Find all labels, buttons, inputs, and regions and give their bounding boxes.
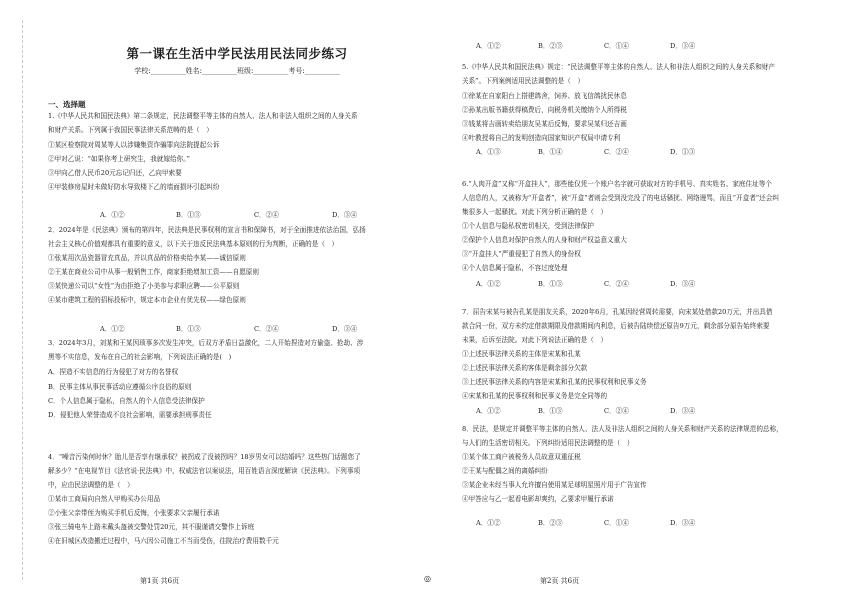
question-text-line: ③某快递公司以“女性”为由拒绝了小美参与求职应聘——公平原则 [48, 282, 240, 290]
question-text-line: ④甲答应与乙一起看电影却爽约，乙要求甲履行承诺 [462, 495, 614, 503]
question-text-line: ②上述民事法律关系的客体是剩余部分欠款 [462, 364, 588, 372]
question-text-line: ①上述民事法律关系的主体是宋某和孔某 [462, 350, 581, 358]
question-text-line: 5.《中华人民共和国民法典》规定：“民法调整平等主体的自然人、法人和非法人组织之间的人身关系和财产 [462, 63, 775, 71]
answer-option: C．②④ [604, 407, 629, 415]
question-text-line: ②保护个人信息对保护自然人的人身和财产权益意义重大 [462, 236, 627, 244]
question-text-line: 人信息的人，又被称为“开盒者”，被“开盒”者则会受到没完没了的电话骚扰、网络谩骂，而且“开盒者”还会纠 [462, 194, 779, 202]
question-text-line: 未果，后诉至法院。对此下列说法正确的是（ ） [462, 336, 608, 344]
answer-option: B．①③ [176, 211, 201, 219]
question-text-line: ④宋某和孔某的民事权利和民事义务是完全同等的 [462, 392, 608, 400]
question-text-line: C．个人信息属于隐私，自然人的个人信息受法律保护 [48, 397, 205, 405]
answer-option: C．①④ [604, 42, 629, 50]
question-text-line: ②王某与配偶之间的离婚纠纷 [462, 467, 548, 475]
answer-option: D．①③ [670, 148, 696, 156]
question-text-line: 8．民法，是规定并调整平等主体的自然人、法人及非法人组织之间的人身关系和财产关系的法律规范的总称， [462, 425, 783, 433]
answer-option: B．②③ [538, 519, 563, 527]
question-text-line: ③钱某将吉画转卖给朋友吴某后反悔，要求吴某归还吉画 [462, 120, 627, 128]
question-text-line: 集很多人一起骚扰。对此下列分析正确的是（ ） [462, 208, 608, 216]
answer-option: D．③④ [670, 280, 696, 288]
question-text-line: ③“开盒挂人”严重侵犯了自然人的身份权 [462, 250, 581, 258]
question-text-line: ②王某在商业公司中从事一般销售工作，商家拒绝增加工资——自愿原则 [48, 268, 259, 276]
question-text-line: ④叶教授将自己的发明创造向国家知识产权局申请专利 [462, 134, 621, 142]
question-text-line: D．侵犯他人荣誉造成不良社会影响，需要承担刑事责任 [48, 411, 212, 419]
question-text-line: 4．“噪音污染何时休？胎儿是否享有继承权？被拐成了没被拐吗？18岁男女可以结婚吗？这些热门话题您了 [48, 453, 361, 461]
answer-option: D．③④ [670, 42, 696, 50]
answer-option: D．③④ [332, 325, 358, 333]
question-text-line: 与人们的生活密切相关。下列纠纷适用民法调整的是（ ） [462, 439, 634, 447]
question-text-line: 中，应由民法调整的是（ ） [48, 481, 134, 489]
question-text-line: ①某区检察院对周某等人以涉嫌集资诈骗罪向法院提起公诉 [48, 141, 220, 149]
question-text-line: ③上述民事法律关系的内容是宋某和孔某的民事权利和民事义务 [462, 378, 647, 386]
question-text-line: ③某企业未经当事人允许擅自使用某足球明星照片用于广告宣传 [462, 481, 647, 489]
question-text-line: 款合同一份，双方未约定借款期限及借款期间内利息，后被告陆续偿还原告9万元，剩余部分原告始终索要 [462, 322, 770, 330]
student-info-line: 学校:__________姓名:__________班级:__________考号:__________ [134, 67, 340, 75]
question-text-line: B．民事主体从事民事活动应遵循公序良俗的原则 [48, 383, 192, 391]
left-column [48, 0, 426, 608]
question-text-line: ①某个体工商户被税务人员故意双重征税 [462, 453, 581, 461]
section-heading: 一、选择题 [48, 100, 86, 109]
question-text-line: ④某市建筑工程的招标投标中，规定本市企业有优先权——绿色原则 [48, 296, 246, 304]
answer-option: A．①② [476, 407, 501, 415]
question-text-line: ①个人信息与隐私权密切相关，受到法律保护 [462, 222, 594, 230]
answer-option: D．③④ [332, 211, 358, 219]
answer-option: B．②③ [538, 42, 563, 50]
footer-center-mark: ◎ [424, 574, 431, 583]
answer-option: C．①④ [604, 519, 629, 527]
question-text-line: ①张某用次品瓷器冒充真品，并以真品的价格卖给李某——诚信原则 [48, 254, 246, 262]
answer-option: A．①② [476, 519, 501, 527]
question-text-line: A．捏造不实信息的行为侵犯了对方的名誉权 [48, 368, 179, 376]
answer-option: C．②④ [604, 148, 629, 156]
question-text-line: 社会主义核心价值观都具有重要的意义，以下关于违反民法典基本原则的行为判断，正确的是（ ） [48, 240, 339, 248]
question-text-line: 3．2024年3月，刘某和王某因琐事多次发生冲突，后双方矛盾日益激化，二人开始捏造对方偷盗、抢劫、涉 [48, 339, 364, 347]
page-title: 第一课在生活中学民法用民法同步练习 [126, 46, 348, 61]
answer-option: B．①④ [538, 148, 563, 156]
question-text-line: 6.“人肉开盒”又称“开盒挂人”，那些能仅凭一个账户名字就可获取对方的手机号、真实姓名、家庭住址等个 [462, 180, 772, 188]
question-text-line: ④个人信息属于隐私，不容过度处理 [462, 264, 568, 272]
answer-option: D．③④ [670, 519, 696, 527]
question-text-line: ④在旧城区改造搬迁过程中，马六因公司施工不当而受伤，往院治疗费用数千元 [48, 537, 279, 545]
question-text-line: ③张三骑电车上路未戴头盔被交警处罚20元，其不服谨请交警作上诉庭 [48, 523, 255, 531]
answer-option: A．①② [476, 280, 501, 288]
question-text-line: 关系”。下列案例适用民法调整的是（ ） [462, 77, 585, 85]
question-text-line: 黑等不实信息，发布在自己的社会影响，下列说法正确的是( ) [48, 353, 232, 361]
binding-line [22, 20, 23, 580]
footer-page-right: 第2页 共6页 [540, 577, 580, 585]
answer-option: D．③④ [670, 407, 696, 415]
question-text-line: ④甲装修房屋时未做好防水导致楼下乙的墙面损坏引起纠纷 [48, 183, 220, 191]
answer-option: A．①② [476, 42, 501, 50]
question-text-line: 和财产关系。下列属于我国民事法律关系范畴的是（ ） [48, 126, 213, 134]
question-text-line: 2．2024年是《民法典》颁布的第四年，民法典是民事权利的宣言书和保障书，对于全面推进依法治国，弘扬 [48, 226, 366, 234]
question-text-line: ②孙某出版书籍获得稿费后，向税务机关缴纳个人所得税 [462, 106, 627, 114]
answer-option: B．①③ [176, 325, 201, 333]
answer-option: C．②④ [254, 211, 279, 219]
question-text-line: 1.《中华人民共和国民法典》第二条规定，民法调整平等主体的自然人、法人和非法人组织之间的人身关系 [48, 112, 358, 120]
answer-option: A．①③ [476, 148, 501, 156]
right-column [462, 0, 832, 608]
answer-option: A．①② [100, 211, 125, 219]
question-text-line: ①某市工商局向自然人甲购买办公用品 [48, 495, 161, 503]
answer-option: B．①③ [538, 280, 563, 288]
question-text-line: ②甲对乙说：“如果你考上研究生，我就嫁给你。” [48, 155, 190, 163]
footer-page-left: 第1页 共6页 [140, 577, 180, 585]
question-text-line: ②小张父亲带侄为购买手机后反悔，小张要求父亲履行承诺 [48, 509, 220, 517]
question-text-line: 7．屈告宋某与被告孔某是朋友关系，2020年6月，孔某因经营周转需要，向宋某处借款20万元，并出具借 [462, 308, 773, 316]
answer-option: C．②④ [604, 280, 629, 288]
answer-option: B．①③ [538, 407, 563, 415]
answer-option: A．①② [100, 325, 125, 333]
question-text-line: ①徐某在自家阳台上搭建鸽舍，饲养、放飞信鸽扰民休息 [462, 92, 627, 100]
question-text-line: ③甲向乙借人民币20元忘记归还，乙向甲索要 [48, 169, 182, 177]
answer-option: C．②④ [254, 325, 279, 333]
question-text-line: 解多少？”在电视节目《法官说·民法典》中，权威法官以案说法，用百姓语言深度解读《民法典》。下列事项 [48, 467, 361, 475]
